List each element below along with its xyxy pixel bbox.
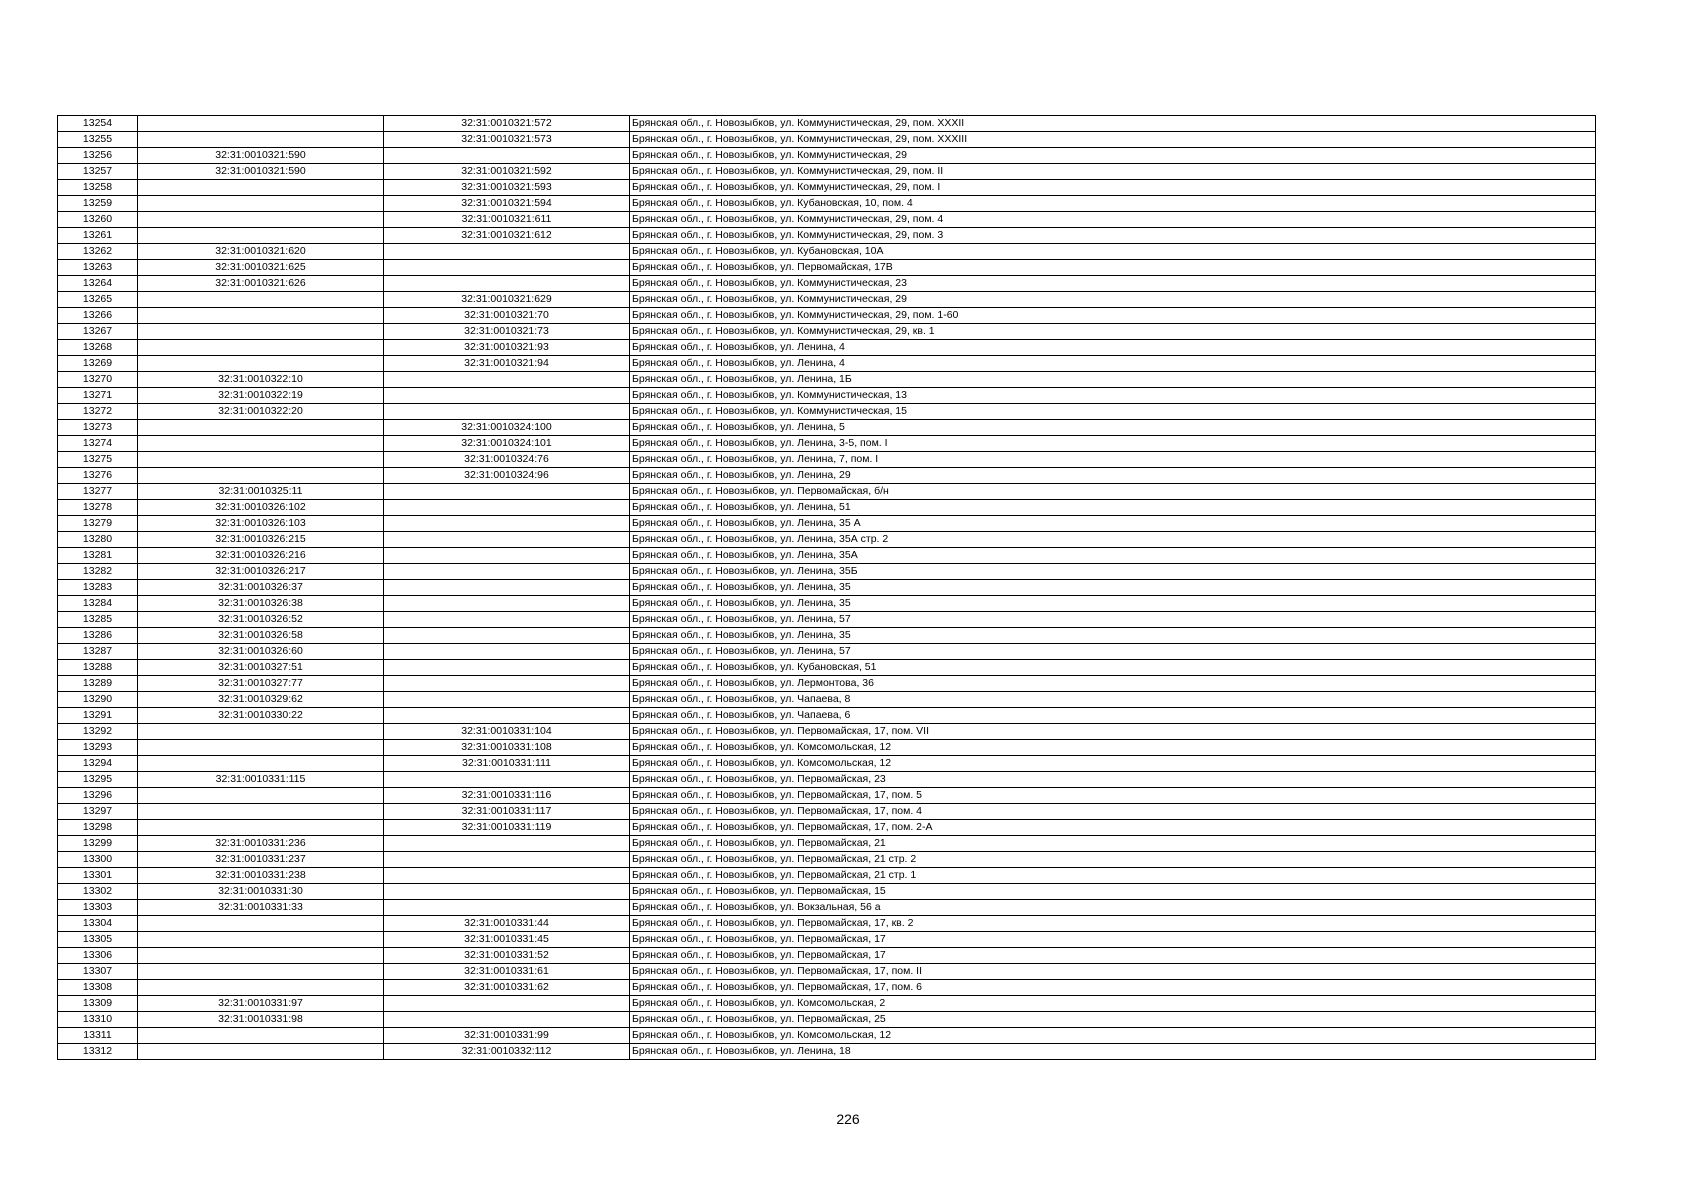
object-cadastral-cell	[384, 580, 630, 596]
object-cadastral-cell	[384, 260, 630, 276]
row-number-cell: 13311	[58, 1028, 138, 1044]
address-cell: Брянская обл., г. Новозыбков, ул. Коммунистическая, 29, пом. XXXIII	[630, 132, 1596, 148]
row-number-cell: 13271	[58, 388, 138, 404]
land-cadastral-cell: 32:31:0010326:60	[138, 644, 384, 660]
address-cell: Брянская обл., г. Новозыбков, ул. Ленина, 35	[630, 596, 1596, 612]
row-number-cell: 13269	[58, 356, 138, 372]
land-cadastral-cell	[138, 340, 384, 356]
table-row	[58, 724, 1596, 740]
land-cadastral-cell	[138, 740, 384, 756]
table-row	[58, 692, 1596, 708]
object-cadastral-cell: 32:31:0010321:73	[384, 324, 630, 340]
address-cell: Брянская обл., г. Новозыбков, ул. Первомайская, 21	[630, 836, 1596, 852]
land-cadastral-cell: 32:31:0010331:236	[138, 836, 384, 852]
table-row	[58, 996, 1596, 1012]
land-cadastral-cell	[138, 132, 384, 148]
address-cell: Брянская обл., г. Новозыбков, ул. Ленина, 18	[630, 1044, 1596, 1060]
object-cadastral-cell: 32:31:0010321:70	[384, 308, 630, 324]
land-cadastral-cell: 32:31:0010327:77	[138, 676, 384, 692]
row-number-cell: 13309	[58, 996, 138, 1012]
table-row	[58, 404, 1596, 420]
land-cadastral-cell: 32:31:0010331:237	[138, 852, 384, 868]
land-cadastral-cell	[138, 1028, 384, 1044]
address-cell: Брянская обл., г. Новозыбков, ул. Первомайская, 21 стр. 1	[630, 868, 1596, 884]
table-row	[58, 548, 1596, 564]
row-number-cell: 13284	[58, 596, 138, 612]
land-cadastral-cell	[138, 324, 384, 340]
land-cadastral-cell	[138, 964, 384, 980]
object-cadastral-cell: 32:31:0010321:593	[384, 180, 630, 196]
address-cell: Брянская обл., г. Новозыбков, ул. Ленина, 35Б	[630, 564, 1596, 580]
table-row	[58, 452, 1596, 468]
object-cadastral-cell	[384, 996, 630, 1012]
row-number-cell: 13288	[58, 660, 138, 676]
land-cadastral-cell: 32:31:0010331:238	[138, 868, 384, 884]
table-row	[58, 644, 1596, 660]
object-cadastral-cell	[384, 548, 630, 564]
land-cadastral-cell: 32:31:0010322:19	[138, 388, 384, 404]
table-row	[58, 708, 1596, 724]
address-cell: Брянская обл., г. Новозыбков, ул. Ленина, 35А стр. 2	[630, 532, 1596, 548]
row-number-cell: 13257	[58, 164, 138, 180]
row-number-cell: 13298	[58, 820, 138, 836]
row-number-cell: 13291	[58, 708, 138, 724]
page-number: 226	[836, 1111, 860, 1127]
table-row	[58, 276, 1596, 292]
address-cell: Брянская обл., г. Новозыбков, ул. Лермонтова, 36	[630, 676, 1596, 692]
land-cadastral-cell	[138, 756, 384, 772]
object-cadastral-cell	[384, 276, 630, 292]
address-cell: Брянская обл., г. Новозыбков, ул. Коммунистическая, 29	[630, 292, 1596, 308]
table-row	[58, 804, 1596, 820]
row-number-cell: 13262	[58, 244, 138, 260]
object-cadastral-cell: 32:31:0010324:96	[384, 468, 630, 484]
address-cell: Брянская обл., г. Новозыбков, ул. Ленина, 35А	[630, 548, 1596, 564]
table-row	[58, 164, 1596, 180]
table-row	[58, 628, 1596, 644]
address-cell: Брянская обл., г. Новозыбков, ул. Комсомольская, 12	[630, 756, 1596, 772]
address-cell: Брянская обл., г. Новозыбков, ул. Первомайская, 17, пом. 6	[630, 980, 1596, 996]
table-row	[58, 468, 1596, 484]
table-row	[58, 852, 1596, 868]
address-cell: Брянская обл., г. Новозыбков, ул. Коммунистическая, 23	[630, 276, 1596, 292]
object-cadastral-cell	[384, 516, 630, 532]
table-row	[58, 260, 1596, 276]
table-row	[58, 356, 1596, 372]
address-cell: Брянская обл., г. Новозыбков, ул. Ленина, 3-5, пом. I	[630, 436, 1596, 452]
row-number-cell: 13279	[58, 516, 138, 532]
table-row	[58, 580, 1596, 596]
registry-table	[57, 115, 1596, 1060]
land-cadastral-cell: 32:31:0010321:620	[138, 244, 384, 260]
table-row	[58, 900, 1596, 916]
land-cadastral-cell: 32:31:0010331:30	[138, 884, 384, 900]
address-cell: Брянская обл., г. Новозыбков, ул. Коммунистическая, 29, пом. 4	[630, 212, 1596, 228]
land-cadastral-cell: 32:31:0010326:216	[138, 548, 384, 564]
object-cadastral-cell: 32:31:0010331:117	[384, 804, 630, 820]
address-cell: Брянская обл., г. Новозыбков, ул. Коммунистическая, 15	[630, 404, 1596, 420]
object-cadastral-cell	[384, 1012, 630, 1028]
row-number-cell: 13302	[58, 884, 138, 900]
land-cadastral-cell	[138, 820, 384, 836]
land-cadastral-cell	[138, 196, 384, 212]
object-cadastral-cell: 32:31:0010321:612	[384, 228, 630, 244]
row-number-cell: 13286	[58, 628, 138, 644]
table-row	[58, 740, 1596, 756]
object-cadastral-cell	[384, 660, 630, 676]
object-cadastral-cell	[384, 532, 630, 548]
address-cell: Брянская обл., г. Новозыбков, ул. Комсомольская, 2	[630, 996, 1596, 1012]
object-cadastral-cell: 32:31:0010331:62	[384, 980, 630, 996]
object-cadastral-cell: 32:31:0010321:629	[384, 292, 630, 308]
row-number-cell: 13254	[58, 116, 138, 132]
row-number-cell: 13305	[58, 932, 138, 948]
object-cadastral-cell: 32:31:0010331:45	[384, 932, 630, 948]
table-row	[58, 324, 1596, 340]
address-cell: Брянская обл., г. Новозыбков, ул. Комсомольская, 12	[630, 1028, 1596, 1044]
table-row	[58, 596, 1596, 612]
address-cell: Брянская обл., г. Новозыбков, ул. Ленина, 4	[630, 356, 1596, 372]
object-cadastral-cell	[384, 388, 630, 404]
object-cadastral-cell	[384, 404, 630, 420]
land-cadastral-cell: 32:31:0010321:625	[138, 260, 384, 276]
row-number-cell: 13300	[58, 852, 138, 868]
object-cadastral-cell	[384, 244, 630, 260]
table-row	[58, 308, 1596, 324]
land-cadastral-cell: 32:31:0010322:20	[138, 404, 384, 420]
address-cell: Брянская обл., г. Новозыбков, ул. Первомайская, 17В	[630, 260, 1596, 276]
table-row	[58, 196, 1596, 212]
object-cadastral-cell	[384, 500, 630, 516]
row-number-cell: 13285	[58, 612, 138, 628]
registry-table-body	[58, 116, 1596, 1060]
table-row	[58, 516, 1596, 532]
table-row	[58, 1012, 1596, 1028]
row-number-cell: 13287	[58, 644, 138, 660]
object-cadastral-cell: 32:31:0010321:594	[384, 196, 630, 212]
land-cadastral-cell: 32:31:0010331:33	[138, 900, 384, 916]
land-cadastral-cell: 32:31:0010331:98	[138, 1012, 384, 1028]
address-cell: Брянская обл., г. Новозыбков, ул. Комсомольская, 12	[630, 740, 1596, 756]
row-number-cell: 13296	[58, 788, 138, 804]
row-number-cell: 13264	[58, 276, 138, 292]
address-cell: Брянская обл., г. Новозыбков, ул. Кубановская, 10, пом. 4	[630, 196, 1596, 212]
address-cell: Брянская обл., г. Новозыбков, ул. Ленина, 5	[630, 420, 1596, 436]
address-cell: Брянская обл., г. Новозыбков, ул. Ленина, 57	[630, 644, 1596, 660]
land-cadastral-cell: 32:31:0010326:38	[138, 596, 384, 612]
address-cell: Брянская обл., г. Новозыбков, ул. Коммунистическая, 29, кв. 1	[630, 324, 1596, 340]
row-number-cell: 13282	[58, 564, 138, 580]
land-cadastral-cell: 32:31:0010321:590	[138, 148, 384, 164]
address-cell: Брянская обл., г. Новозыбков, ул. Первомайская, 17	[630, 932, 1596, 948]
land-cadastral-cell: 32:31:0010326:58	[138, 628, 384, 644]
row-number-cell: 13292	[58, 724, 138, 740]
address-cell: Брянская обл., г. Новозыбков, ул. Ленина, 51	[630, 500, 1596, 516]
object-cadastral-cell	[384, 852, 630, 868]
table-row	[58, 340, 1596, 356]
table-row	[58, 964, 1596, 980]
object-cadastral-cell: 32:31:0010324:100	[384, 420, 630, 436]
object-cadastral-cell: 32:31:0010332:112	[384, 1044, 630, 1060]
object-cadastral-cell: 32:31:0010331:61	[384, 964, 630, 980]
object-cadastral-cell: 32:31:0010324:101	[384, 436, 630, 452]
land-cadastral-cell: 32:31:0010329:62	[138, 692, 384, 708]
table-row	[58, 868, 1596, 884]
row-number-cell: 13299	[58, 836, 138, 852]
address-cell: Брянская обл., г. Новозыбков, ул. Первомайская, 17, пом. 4	[630, 804, 1596, 820]
address-cell: Брянская обл., г. Новозыбков, ул. Ленина, 4	[630, 340, 1596, 356]
object-cadastral-cell: 32:31:0010331:111	[384, 756, 630, 772]
row-number-cell: 13281	[58, 548, 138, 564]
table-row	[58, 772, 1596, 788]
table-row	[58, 500, 1596, 516]
row-number-cell: 13259	[58, 196, 138, 212]
address-cell: Брянская обл., г. Новозыбков, ул. Вокзальная, 56 а	[630, 900, 1596, 916]
row-number-cell: 13255	[58, 132, 138, 148]
row-number-cell: 13265	[58, 292, 138, 308]
object-cadastral-cell: 32:31:0010324:76	[384, 452, 630, 468]
address-cell: Брянская обл., г. Новозыбков, ул. Первомайская, 21 стр. 2	[630, 852, 1596, 868]
object-cadastral-cell	[384, 772, 630, 788]
table-row	[58, 532, 1596, 548]
address-cell: Брянская обл., г. Новозыбков, ул. Первомайская, 17	[630, 948, 1596, 964]
table-row	[58, 788, 1596, 804]
object-cadastral-cell: 32:31:0010321:573	[384, 132, 630, 148]
table-row	[58, 388, 1596, 404]
object-cadastral-cell: 32:31:0010331:52	[384, 948, 630, 964]
table-row	[58, 676, 1596, 692]
land-cadastral-cell	[138, 948, 384, 964]
table-row	[58, 836, 1596, 852]
address-cell: Брянская обл., г. Новозыбков, ул. Ленина, 57	[630, 612, 1596, 628]
row-number-cell: 13310	[58, 1012, 138, 1028]
row-number-cell: 13294	[58, 756, 138, 772]
address-cell: Брянская обл., г. Новозыбков, ул. Первомайская, 17, пом. 2-А	[630, 820, 1596, 836]
address-cell: Брянская обл., г. Новозыбков, ул. Ленина, 7, пом. I	[630, 452, 1596, 468]
table-row	[58, 228, 1596, 244]
address-cell: Брянская обл., г. Новозыбков, ул. Чапаева, 8	[630, 692, 1596, 708]
land-cadastral-cell: 32:31:0010326:103	[138, 516, 384, 532]
address-cell: Брянская обл., г. Новозыбков, ул. Коммунистическая, 29, пом. 1-60	[630, 308, 1596, 324]
object-cadastral-cell: 32:31:0010321:93	[384, 340, 630, 356]
table-row	[58, 420, 1596, 436]
address-cell: Брянская обл., г. Новозыбков, ул. Первомайская, 15	[630, 884, 1596, 900]
row-number-cell: 13270	[58, 372, 138, 388]
object-cadastral-cell	[384, 900, 630, 916]
object-cadastral-cell: 32:31:0010321:94	[384, 356, 630, 372]
land-cadastral-cell: 32:31:0010326:52	[138, 612, 384, 628]
table-row	[58, 116, 1596, 132]
row-number-cell: 13308	[58, 980, 138, 996]
row-number-cell: 13295	[58, 772, 138, 788]
row-number-cell: 13304	[58, 916, 138, 932]
object-cadastral-cell	[384, 372, 630, 388]
row-number-cell: 13268	[58, 340, 138, 356]
row-number-cell: 13276	[58, 468, 138, 484]
land-cadastral-cell	[138, 916, 384, 932]
land-cadastral-cell: 32:31:0010321:590	[138, 164, 384, 180]
row-number-cell: 13260	[58, 212, 138, 228]
row-number-cell: 13267	[58, 324, 138, 340]
table-row	[58, 660, 1596, 676]
object-cadastral-cell: 32:31:0010321:611	[384, 212, 630, 228]
object-cadastral-cell	[384, 564, 630, 580]
address-cell: Брянская обл., г. Новозыбков, ул. Коммунистическая, 29, пом. XXXII	[630, 116, 1596, 132]
table-row	[58, 148, 1596, 164]
table-row	[58, 436, 1596, 452]
object-cadastral-cell	[384, 484, 630, 500]
land-cadastral-cell: 32:31:0010325:11	[138, 484, 384, 500]
row-number-cell: 13278	[58, 500, 138, 516]
land-cadastral-cell: 32:31:0010326:102	[138, 500, 384, 516]
table-row	[58, 980, 1596, 996]
object-cadastral-cell: 32:31:0010331:44	[384, 916, 630, 932]
object-cadastral-cell: 32:31:0010331:99	[384, 1028, 630, 1044]
address-cell: Брянская обл., г. Новозыбков, ул. Кубановская, 51	[630, 660, 1596, 676]
address-cell: Брянская обл., г. Новозыбков, ул. Первомайская, 17, пом. VII	[630, 724, 1596, 740]
row-number-cell: 13293	[58, 740, 138, 756]
object-cadastral-cell: 32:31:0010321:572	[384, 116, 630, 132]
object-cadastral-cell	[384, 868, 630, 884]
land-cadastral-cell	[138, 980, 384, 996]
row-number-cell: 13274	[58, 436, 138, 452]
row-number-cell: 13263	[58, 260, 138, 276]
row-number-cell: 13266	[58, 308, 138, 324]
land-cadastral-cell	[138, 116, 384, 132]
table-row	[58, 932, 1596, 948]
address-cell: Брянская обл., г. Новозыбков, ул. Коммунистическая, 13	[630, 388, 1596, 404]
land-cadastral-cell	[138, 804, 384, 820]
table-row	[58, 372, 1596, 388]
address-cell: Брянская обл., г. Новозыбков, ул. Коммунистическая, 29	[630, 148, 1596, 164]
row-number-cell: 13275	[58, 452, 138, 468]
table-row	[58, 916, 1596, 932]
table-row	[58, 820, 1596, 836]
object-cadastral-cell: 32:31:0010331:119	[384, 820, 630, 836]
row-number-cell: 13261	[58, 228, 138, 244]
row-number-cell: 13306	[58, 948, 138, 964]
row-number-cell: 13283	[58, 580, 138, 596]
table-row	[58, 244, 1596, 260]
land-cadastral-cell	[138, 1044, 384, 1060]
row-number-cell: 13258	[58, 180, 138, 196]
land-cadastral-cell	[138, 292, 384, 308]
object-cadastral-cell	[384, 628, 630, 644]
land-cadastral-cell: 32:31:0010327:51	[138, 660, 384, 676]
object-cadastral-cell: 32:31:0010331:104	[384, 724, 630, 740]
row-number-cell: 13290	[58, 692, 138, 708]
land-cadastral-cell: 32:31:0010321:626	[138, 276, 384, 292]
table-row	[58, 132, 1596, 148]
address-cell: Брянская обл., г. Новозыбков, ул. Ленина, 35 А	[630, 516, 1596, 532]
land-cadastral-cell: 32:31:0010326:217	[138, 564, 384, 580]
address-cell: Брянская обл., г. Новозыбков, ул. Коммунистическая, 29, пом. I	[630, 180, 1596, 196]
land-cadastral-cell	[138, 212, 384, 228]
address-cell: Брянская обл., г. Новозыбков, ул. Первомайская, б/н	[630, 484, 1596, 500]
address-cell: Брянская обл., г. Новозыбков, ул. Ленина, 35	[630, 628, 1596, 644]
object-cadastral-cell	[384, 596, 630, 612]
row-number-cell: 13297	[58, 804, 138, 820]
land-cadastral-cell	[138, 788, 384, 804]
address-cell: Брянская обл., г. Новозыбков, ул. Кубановская, 10А	[630, 244, 1596, 260]
object-cadastral-cell	[384, 692, 630, 708]
row-number-cell: 13289	[58, 676, 138, 692]
land-cadastral-cell: 32:31:0010326:37	[138, 580, 384, 596]
address-cell: Брянская обл., г. Новозыбков, ул. Коммунистическая, 29, пом. II	[630, 164, 1596, 180]
address-cell: Брянская обл., г. Новозыбков, ул. Ленина, 1Б	[630, 372, 1596, 388]
row-number-cell: 13303	[58, 900, 138, 916]
object-cadastral-cell: 32:31:0010321:592	[384, 164, 630, 180]
land-cadastral-cell: 32:31:0010331:115	[138, 772, 384, 788]
address-cell: Брянская обл., г. Новозыбков, ул. Первомайская, 23	[630, 772, 1596, 788]
row-number-cell: 13277	[58, 484, 138, 500]
address-cell: Брянская обл., г. Новозыбков, ул. Ленина, 29	[630, 468, 1596, 484]
address-cell: Брянская обл., г. Новозыбков, ул. Первомайская, 17, кв. 2	[630, 916, 1596, 932]
address-cell: Брянская обл., г. Новозыбков, ул. Первомайская, 17, пом. 5	[630, 788, 1596, 804]
table-row	[58, 212, 1596, 228]
table-row	[58, 180, 1596, 196]
object-cadastral-cell	[384, 148, 630, 164]
row-number-cell: 13256	[58, 148, 138, 164]
land-cadastral-cell	[138, 180, 384, 196]
row-number-cell: 13280	[58, 532, 138, 548]
land-cadastral-cell	[138, 356, 384, 372]
land-cadastral-cell: 32:31:0010326:215	[138, 532, 384, 548]
land-cadastral-cell	[138, 436, 384, 452]
object-cadastral-cell	[384, 884, 630, 900]
table-row	[58, 1044, 1596, 1060]
row-number-cell: 13312	[58, 1044, 138, 1060]
row-number-cell: 13301	[58, 868, 138, 884]
table-row	[58, 884, 1596, 900]
table-row	[58, 564, 1596, 580]
row-number-cell: 13273	[58, 420, 138, 436]
table-row	[58, 1028, 1596, 1044]
land-cadastral-cell	[138, 420, 384, 436]
land-cadastral-cell: 32:31:0010331:97	[138, 996, 384, 1012]
table-row	[58, 948, 1596, 964]
object-cadastral-cell	[384, 708, 630, 724]
object-cadastral-cell	[384, 612, 630, 628]
land-cadastral-cell: 32:31:0010322:10	[138, 372, 384, 388]
object-cadastral-cell: 32:31:0010331:108	[384, 740, 630, 756]
object-cadastral-cell: 32:31:0010331:116	[384, 788, 630, 804]
land-cadastral-cell	[138, 932, 384, 948]
row-number-cell: 13272	[58, 404, 138, 420]
land-cadastral-cell	[138, 228, 384, 244]
land-cadastral-cell	[138, 452, 384, 468]
address-cell: Брянская обл., г. Новозыбков, ул. Ленина, 35	[630, 580, 1596, 596]
object-cadastral-cell	[384, 644, 630, 660]
object-cadastral-cell	[384, 836, 630, 852]
address-cell: Брянская обл., г. Новозыбков, ул. Чапаева, 6	[630, 708, 1596, 724]
table-row	[58, 484, 1596, 500]
land-cadastral-cell	[138, 468, 384, 484]
table-row	[58, 756, 1596, 772]
table-row	[58, 612, 1596, 628]
address-cell: Брянская обл., г. Новозыбков, ул. Первомайская, 25	[630, 1012, 1596, 1028]
object-cadastral-cell	[384, 676, 630, 692]
land-cadastral-cell	[138, 724, 384, 740]
address-cell: Брянская обл., г. Новозыбков, ул. Коммунистическая, 29, пом. 3	[630, 228, 1596, 244]
row-number-cell: 13307	[58, 964, 138, 980]
table-row	[58, 292, 1596, 308]
land-cadastral-cell: 32:31:0010330:22	[138, 708, 384, 724]
land-cadastral-cell	[138, 308, 384, 324]
address-cell: Брянская обл., г. Новозыбков, ул. Первомайская, 17, пом. II	[630, 964, 1596, 980]
